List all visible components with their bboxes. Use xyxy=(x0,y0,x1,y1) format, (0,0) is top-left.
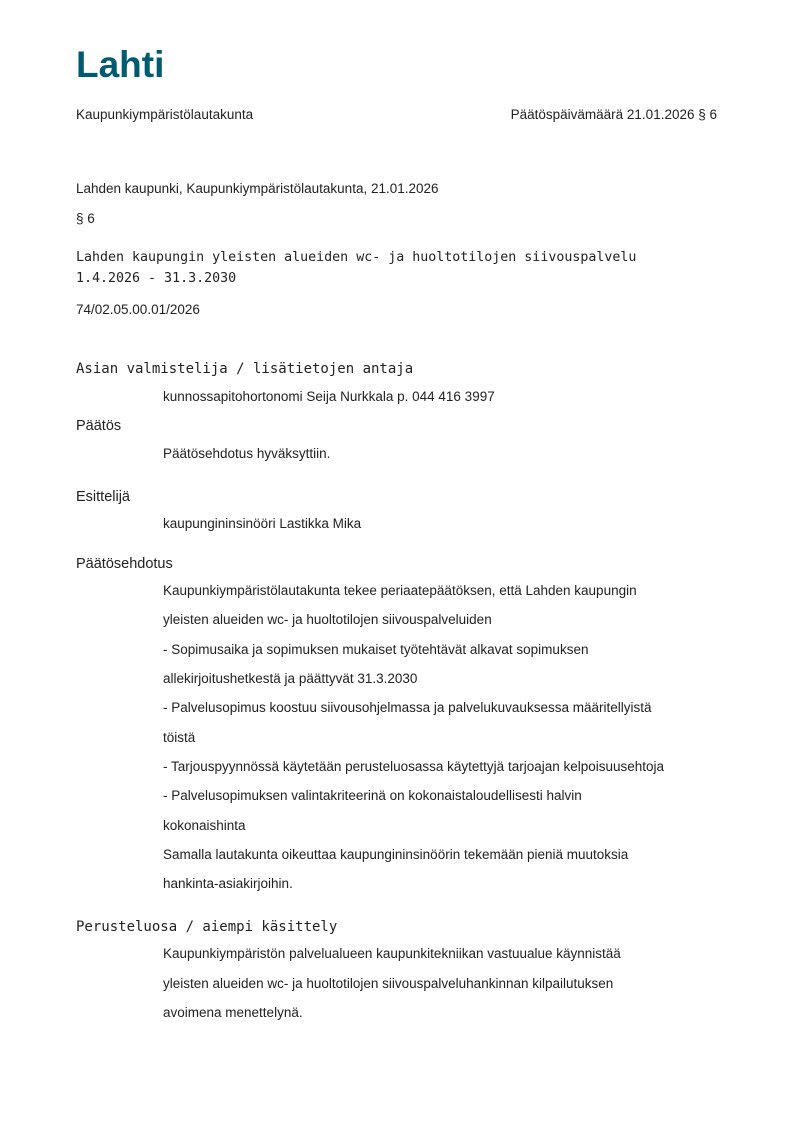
basis-line: yleisten alueiden wc- ja huoltotilojen siivouspalveluhankinnan kilpailutuksen xyxy=(163,976,614,991)
proposal-line: töistä xyxy=(163,730,196,745)
basis-heading: Perusteluosa / aiempi käsittely xyxy=(76,919,338,935)
document-title: Lahden kaupungin yleisten alueiden wc- ja huoltotilojen siivouspalvelu 1.4.2026 - 31.3.2030 xyxy=(76,250,637,286)
lahti-logo xyxy=(76,46,168,82)
header-committee: Kaupunkiympäristölautakunta xyxy=(76,107,254,122)
basis-line: Kaupunkiympäristön palvelualueen kaupunkitekniikan vastuualue käynnistää xyxy=(163,946,621,961)
proposal-line: - Palvelusopimuksen valintakriteerinä on kokonaistaloudellisesti halvin xyxy=(163,788,582,803)
proposal-line: allekirjoitushetkestä ja päättyvät 31.3.2030 xyxy=(163,671,418,686)
header-decision-date: Päätöspäivämäärä 21.01.2026 § 6 xyxy=(510,107,717,122)
proposal-line: kokonaishinta xyxy=(163,818,246,833)
svg-text:Lahti: Lahti xyxy=(76,46,165,82)
basis-line: avoimena menettelynä. xyxy=(163,1005,303,1020)
proposal-heading: Päätösehdotus xyxy=(76,556,173,572)
proposal-line: Kaupunkiympäristölautakunta tekee periaatepäätöksen, että Lahden kaupungin xyxy=(163,583,637,598)
diary-number: 74/02.05.00.01/2026 xyxy=(76,302,200,317)
proposal-line: - Palvelusopimus koostuu siivousohjelmassa ja palvelukuvauksessa määritellyistä xyxy=(163,700,652,715)
preparer-heading: Asian valmistelija / lisätietojen antaja xyxy=(76,361,414,377)
proposal-line: yleisten alueiden wc- ja huoltotilojen siivouspalveluiden xyxy=(163,612,492,627)
section-number: § 6 xyxy=(76,211,95,226)
decision-heading: Päätös xyxy=(76,418,122,434)
presenter-heading: Esittelijä xyxy=(76,489,130,505)
proposal-line: - Tarjouspyynnössä käytetään perusteluosassa käytettyjä tarjoajan kelpoisuusehtoja xyxy=(163,759,665,774)
presenter-text: kaupungininsinööri Lastikka Mika xyxy=(163,516,362,531)
decision-text: Päätösehdotus hyväksyttiin. xyxy=(163,446,331,461)
preparer-text: kunnossapitohortonomi Seija Nurkkala p. 044 416 3997 xyxy=(163,389,495,404)
proposal-line: - Sopimusaika ja sopimuksen mukaiset työtehtävät alkavat sopimuksen xyxy=(163,642,589,657)
proposal-line: hankinta-asiakirjoihin. xyxy=(163,876,293,891)
meeting-info: Lahden kaupunki, Kaupunkiympäristölautakunta, 21.01.2026 xyxy=(76,181,439,196)
proposal-line: Samalla lautakunta oikeuttaa kaupungininsinöörin tekemään pieniä muutoksia xyxy=(163,847,629,862)
